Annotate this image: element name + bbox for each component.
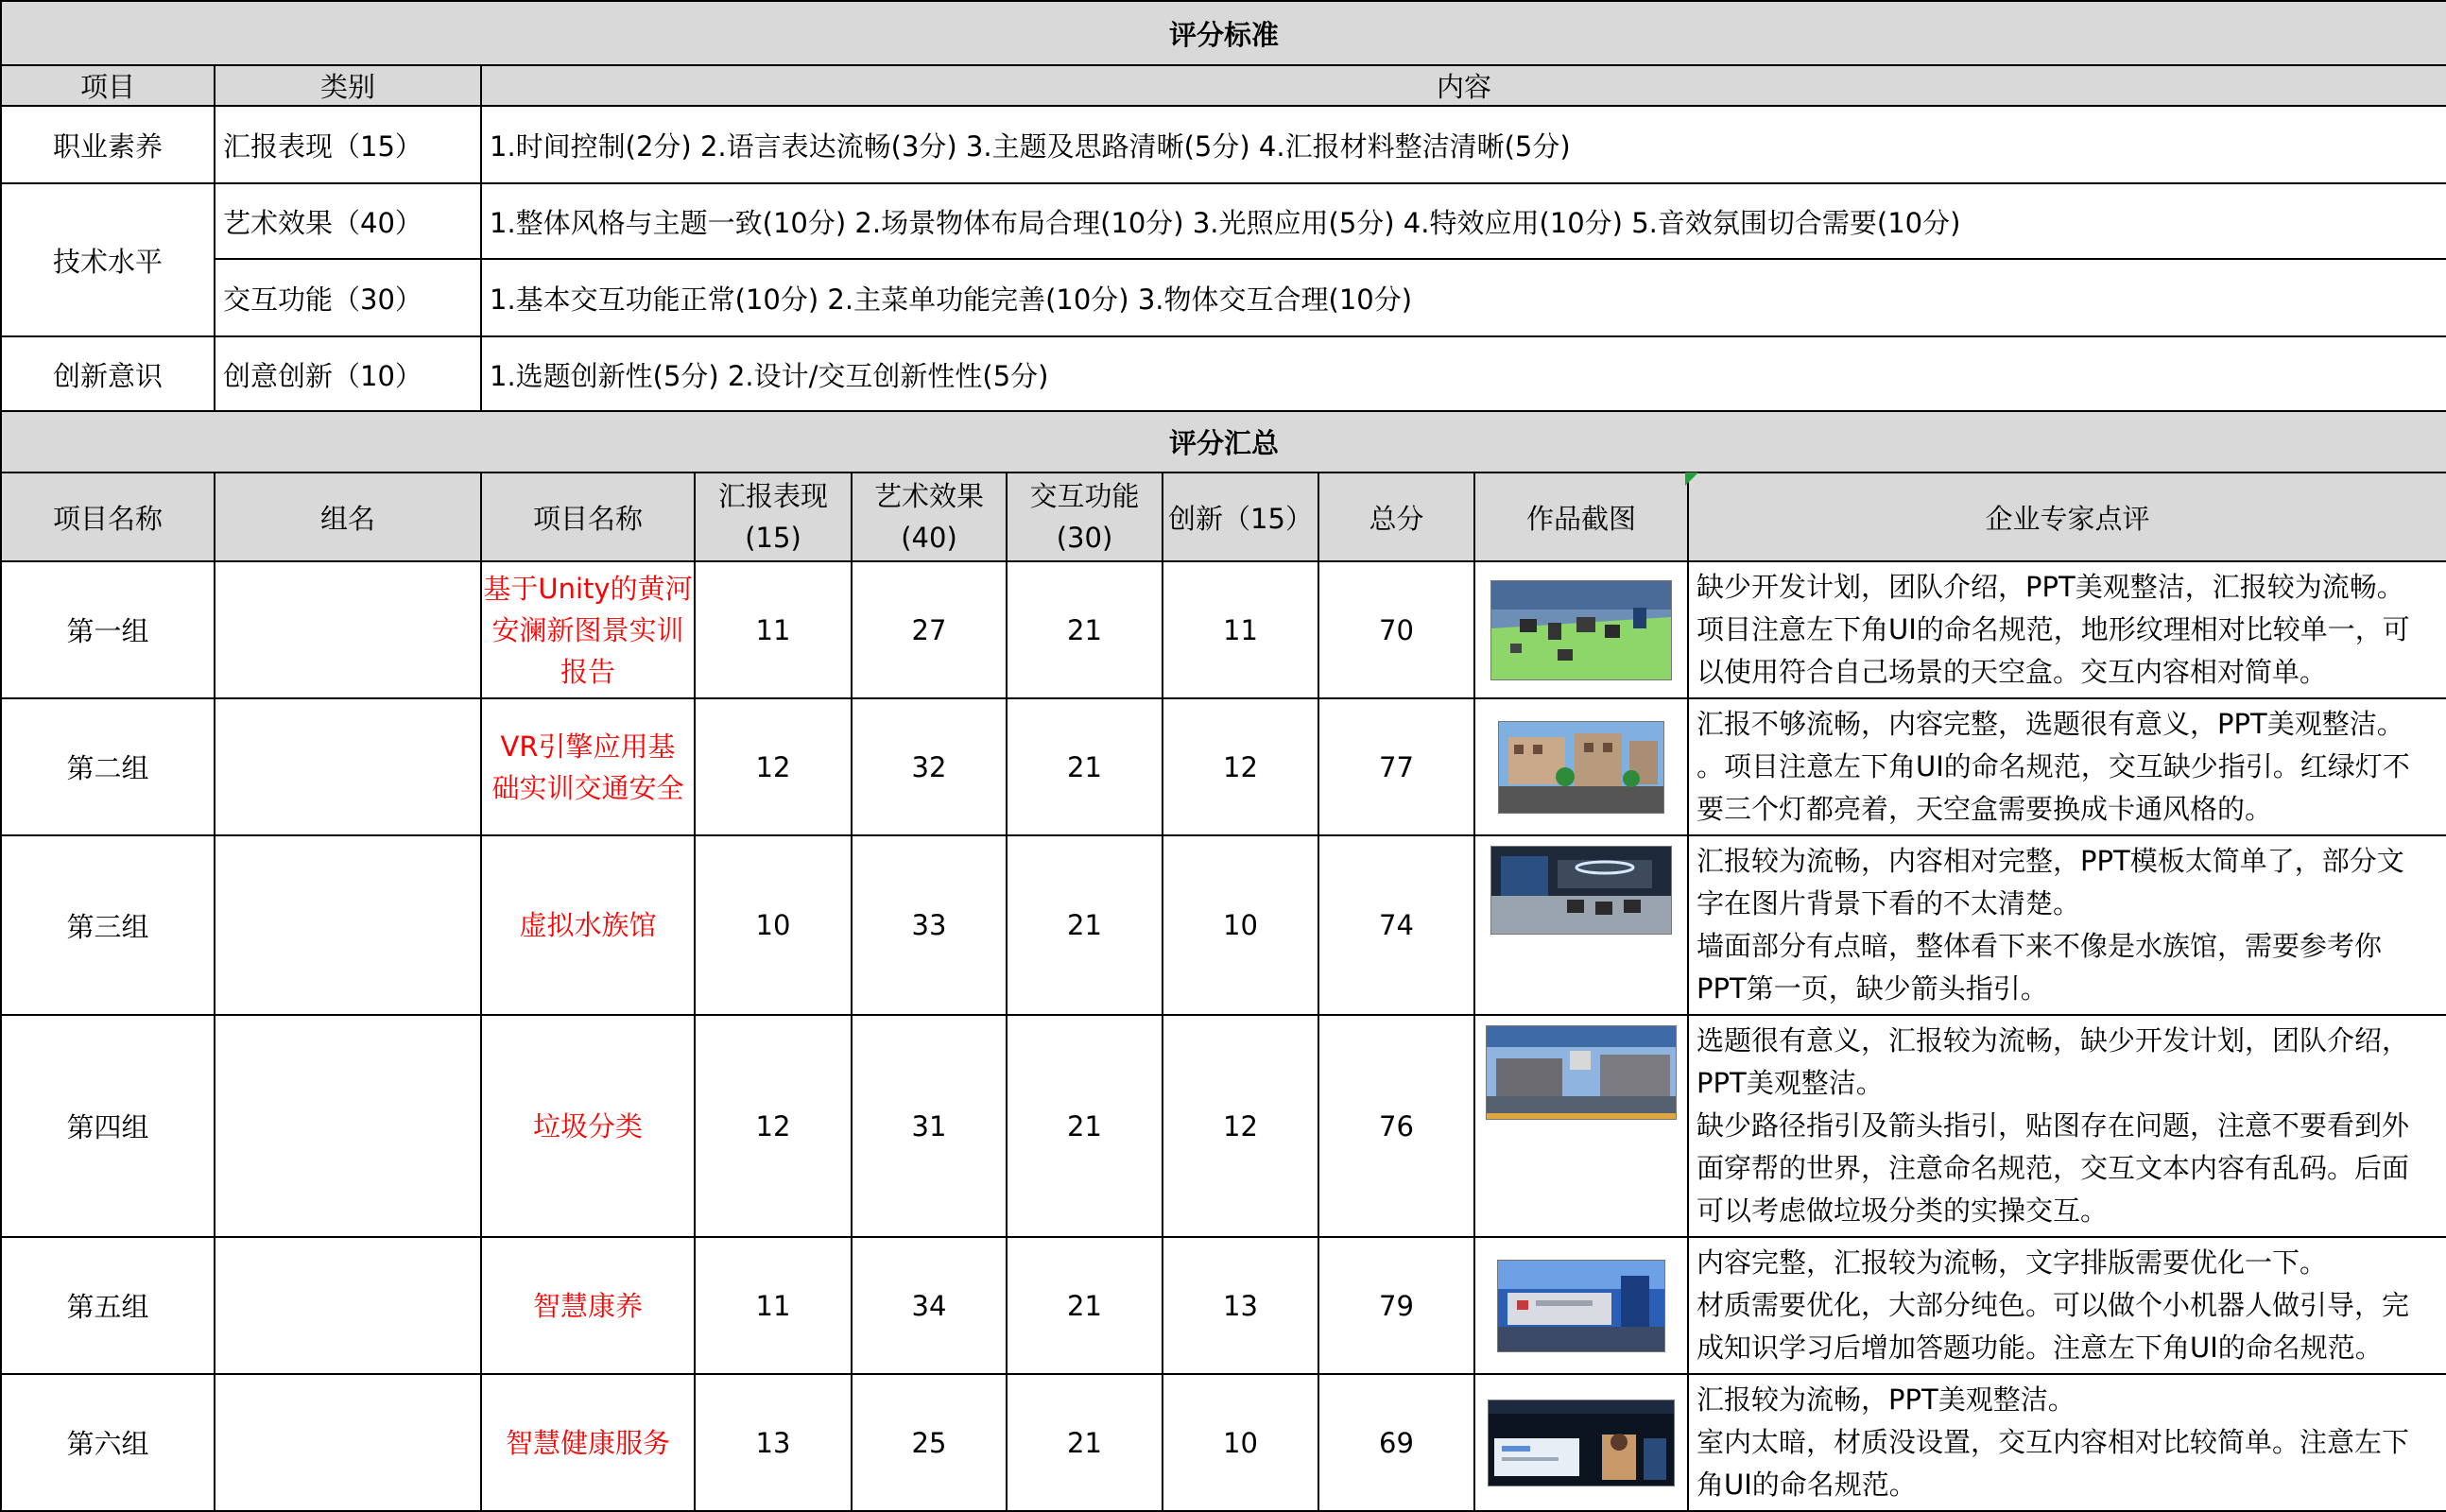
header-art-max: (40) [901, 522, 957, 554]
comment-line: 。项目注意左下角UI的命名规范，交互缺少指引。红绿灯不 [1697, 750, 2410, 782]
project-cell[interactable] [481, 1015, 695, 1237]
score-interact-cell[interactable]: 21 [1007, 835, 1163, 1015]
cell-comment-indicator-icon [1685, 472, 1698, 486]
project-line: 虚拟水族馆 [519, 909, 657, 941]
comment-line: 缺少开发计划，团队介绍，PPT美观整洁，汇报较为流畅。 [1697, 571, 2404, 603]
score-report-cell[interactable]: 11 [695, 1237, 852, 1374]
comment-cell[interactable] [1688, 835, 2446, 1015]
criteria-content-cell[interactable]: 1.基本交互功能正常(10分) 2.主菜单功能完善(10分) 3.物体交互合理(10分) [481, 259, 2446, 336]
summary-row [1, 698, 2446, 835]
score-interact-cell[interactable]: 21 [1007, 1237, 1163, 1374]
project-line: 垃圾分类 [532, 1109, 643, 1143]
header-innov[interactable]: 创新（15） [1163, 472, 1318, 561]
criteria-row [1, 106, 2446, 183]
project-cell[interactable] [481, 1374, 695, 1511]
project-cell[interactable] [481, 698, 695, 835]
criteria-row [1, 183, 2446, 259]
criteria-category-cell[interactable]: 艺术效果（40） [215, 183, 481, 259]
summary-row [1, 1237, 2446, 1374]
comment-line: 室内太暗，材质没设置，交互内容相对比较简单。注意左下 [1697, 1426, 2410, 1458]
comment-line: PPT第一页，缺少箭头指引。 [1697, 972, 2048, 1005]
criteria-item-cell[interactable]: 创新意识 [1, 336, 215, 413]
screenshot-cell[interactable] [1474, 1015, 1688, 1237]
project-cell[interactable] [481, 835, 695, 1015]
score-interact-cell[interactable]: 21 [1007, 561, 1163, 698]
criteria-row [1, 336, 2446, 413]
header-report-line: 汇报表现 [717, 480, 828, 512]
comment-line: 角UI的命名规范。 [1697, 1469, 1917, 1501]
criteria-content-cell[interactable]: 1.整体风格与主题一致(10分) 2.场景物体布局合理(10分) 3.光照应用(5分) 4.特效应用(10分) 5.音效氛围切合需要(10分) [481, 183, 2446, 259]
summary-title[interactable]: 评分汇总 [1, 411, 2446, 472]
score-total-cell[interactable]: 74 [1318, 835, 1474, 1015]
screenshot-cell[interactable] [1474, 698, 1688, 835]
comment-cell[interactable] [1688, 1374, 2446, 1511]
comment-line: 汇报不够流畅，内容完整，选题很有意义，PPT美观整洁。 [1697, 708, 2404, 740]
header-project[interactable]: 项目名称 [481, 472, 695, 561]
group-cell[interactable]: 第五组 [1, 1237, 215, 1374]
project-line: 报告 [560, 655, 615, 688]
header-interact[interactable] [1007, 472, 1163, 561]
project-screenshot-image [1497, 1260, 1665, 1352]
group-cell[interactable]: 第二组 [1, 698, 215, 835]
project-screenshot-image [1488, 1400, 1675, 1486]
score-art-cell[interactable]: 32 [852, 698, 1007, 835]
score-art-cell[interactable]: 25 [852, 1374, 1007, 1511]
comment-line: PPT美观整洁。 [1697, 1067, 1884, 1099]
group-cell[interactable]: 第六组 [1, 1374, 215, 1511]
score-total-cell[interactable]: 79 [1318, 1237, 1474, 1374]
screenshot-cell[interactable] [1474, 1374, 1688, 1511]
score-report-cell[interactable]: 12 [695, 698, 852, 835]
criteria-header-item[interactable]: 项目 [1, 65, 215, 106]
criteria-category-cell[interactable]: 创意创新（10） [215, 336, 481, 413]
team-cell[interactable] [215, 1237, 481, 1374]
comment-line: 可以考虑做垃圾分类的实操交互。 [1697, 1194, 2109, 1227]
project-screenshot-image [1498, 721, 1664, 814]
summary-header-row [1, 472, 2446, 561]
score-innov-cell[interactable]: 10 [1163, 835, 1318, 1015]
score-report-cell[interactable]: 12 [695, 1015, 852, 1237]
group-cell[interactable]: 第三组 [1, 835, 215, 1015]
score-report-cell[interactable]: 11 [695, 561, 852, 698]
score-total-cell[interactable]: 70 [1318, 561, 1474, 698]
score-innov-cell[interactable]: 11 [1163, 561, 1318, 698]
score-total-cell[interactable]: 77 [1318, 698, 1474, 835]
comment-line: 以使用符合自己场景的天空盒。交互内容相对简单。 [1697, 656, 2328, 688]
criteria-content-cell[interactable]: 1.时间控制(2分) 2.语言表达流畅(3分) 3.主题及思路清晰(5分) 4.汇报材料整洁清晰(5分) [481, 106, 2446, 183]
criteria-title[interactable]: 评分标准 [1, 1, 2446, 65]
comment-line: 要三个灯都亮着，天空盒需要换成卡通风格的。 [1697, 793, 2273, 825]
criteria-table [0, 0, 2446, 414]
project-line: 智慧健康服务 [505, 1426, 670, 1459]
team-cell[interactable] [215, 835, 481, 1015]
comment-line: 缺少路径指引及箭头指引，贴图存在问题，注意不要看到外 [1697, 1109, 2410, 1142]
team-cell[interactable] [215, 698, 481, 835]
score-innov-cell[interactable]: 13 [1163, 1237, 1318, 1374]
header-art[interactable] [852, 472, 1007, 561]
header-group[interactable]: 项目名称 [1, 472, 215, 561]
comment-line: 项目注意左下角UI的命名规范，地形纹理相对比较单一，可 [1697, 613, 2410, 645]
score-interact-cell[interactable]: 21 [1007, 698, 1163, 835]
comment-line: 面穿帮的世界，注意命名规范，交互文本内容有乱码。后面 [1697, 1152, 2410, 1184]
comment-line: 汇报较为流畅，内容相对完整，PPT模板太简单了，部分文 [1697, 845, 2404, 877]
project-screenshot-image [1490, 580, 1672, 680]
criteria-category-cell[interactable]: 交互功能（30） [215, 259, 481, 336]
summary-row [1, 561, 2446, 698]
header-report[interactable] [695, 472, 852, 561]
comment-line: 内容完整，汇报较为流畅，文字排版需要优化一下。 [1697, 1246, 2328, 1279]
summary-table [0, 410, 2446, 1512]
project-line: 基于Unity的黄河 [483, 572, 693, 605]
criteria-category-cell[interactable]: 汇报表现（15） [215, 106, 481, 183]
criteria-item-cell[interactable]: 职业素养 [1, 106, 215, 183]
header-screenshot[interactable]: 作品截图 [1474, 472, 1688, 561]
project-line: VR引擎应用基 [500, 730, 676, 763]
comment-cell[interactable] [1688, 1237, 2446, 1374]
project-line: 安澜新图景实训 [491, 613, 684, 646]
header-interact-line: 交互功能 [1029, 480, 1140, 512]
comment-line: 材质需要优化，大部分纯色。可以做个小机器人做引导，完 [1697, 1289, 2410, 1321]
score-innov-cell[interactable]: 12 [1163, 698, 1318, 835]
score-interact-cell[interactable]: 21 [1007, 1374, 1163, 1511]
screenshot-cell[interactable] [1474, 1237, 1688, 1374]
project-cell[interactable] [481, 561, 695, 698]
comment-line: 墙面部分有点暗，整体看下来不像是水族馆，需要参考你 [1697, 930, 2383, 962]
criteria-header-content[interactable]: 内容 [481, 65, 2446, 106]
header-report-max: (15) [745, 522, 801, 554]
project-line: 础实训交通安全 [491, 771, 684, 804]
comment-line: 选题很有意义，汇报较为流畅，缺少开发计划，团队介绍， [1697, 1024, 2410, 1057]
criteria-content-cell[interactable]: 1.选题创新性(5分) 2.设计/交互创新性性(5分) [481, 336, 2446, 413]
project-cell[interactable] [481, 1237, 695, 1374]
score-art-cell[interactable]: 34 [852, 1237, 1007, 1374]
score-total-cell[interactable]: 69 [1318, 1374, 1474, 1511]
score-art-cell[interactable]: 31 [852, 1015, 1007, 1237]
score-art-cell[interactable]: 27 [852, 561, 1007, 698]
score-art-cell[interactable]: 33 [852, 835, 1007, 1015]
project-screenshot-image [1490, 846, 1672, 935]
comment-line: 成知识学习后增加答题功能。注意左下角UI的命名规范。 [1697, 1332, 2383, 1364]
criteria-row [1, 259, 2446, 336]
comment-line: 汇报较为流畅，PPT美观整洁。 [1697, 1383, 2076, 1416]
project-line: 智慧康养 [532, 1289, 643, 1322]
screenshot-cell[interactable] [1474, 835, 1688, 1015]
score-report-cell[interactable]: 13 [695, 1374, 852, 1511]
team-cell[interactable] [215, 1015, 481, 1237]
group-cell[interactable]: 第四组 [1, 1015, 215, 1237]
score-report-cell[interactable]: 10 [695, 835, 852, 1015]
summary-row [1, 835, 2446, 1015]
header-comment[interactable]: 企业专家点评 [1688, 472, 2446, 561]
team-cell[interactable] [215, 1374, 481, 1511]
score-innov-cell[interactable]: 12 [1163, 1015, 1318, 1237]
comment-line: 字在图片背景下看的不太清楚。 [1697, 887, 2081, 919]
criteria-header-category[interactable]: 类别 [215, 65, 481, 106]
score-total-cell[interactable]: 76 [1318, 1015, 1474, 1237]
score-interact-cell[interactable]: 21 [1007, 1015, 1163, 1237]
summary-row [1, 1374, 2446, 1511]
score-innov-cell[interactable]: 10 [1163, 1374, 1318, 1511]
header-team[interactable]: 组名 [215, 472, 481, 561]
comment-cell[interactable] [1688, 698, 2446, 835]
comment-cell[interactable] [1688, 561, 2446, 698]
criteria-item-cell[interactable]: 技术水平 [1, 183, 215, 336]
project-screenshot-image [1486, 1025, 1677, 1120]
screenshot-cell[interactable] [1474, 561, 1688, 698]
header-interact-max: (30) [1056, 522, 1113, 554]
header-art-line: 艺术效果 [873, 480, 984, 512]
team-cell[interactable] [215, 561, 481, 698]
summary-row [1, 1015, 2446, 1237]
comment-cell[interactable] [1688, 1015, 2446, 1237]
group-cell[interactable]: 第一组 [1, 561, 215, 698]
header-total[interactable]: 总分 [1318, 472, 1474, 561]
